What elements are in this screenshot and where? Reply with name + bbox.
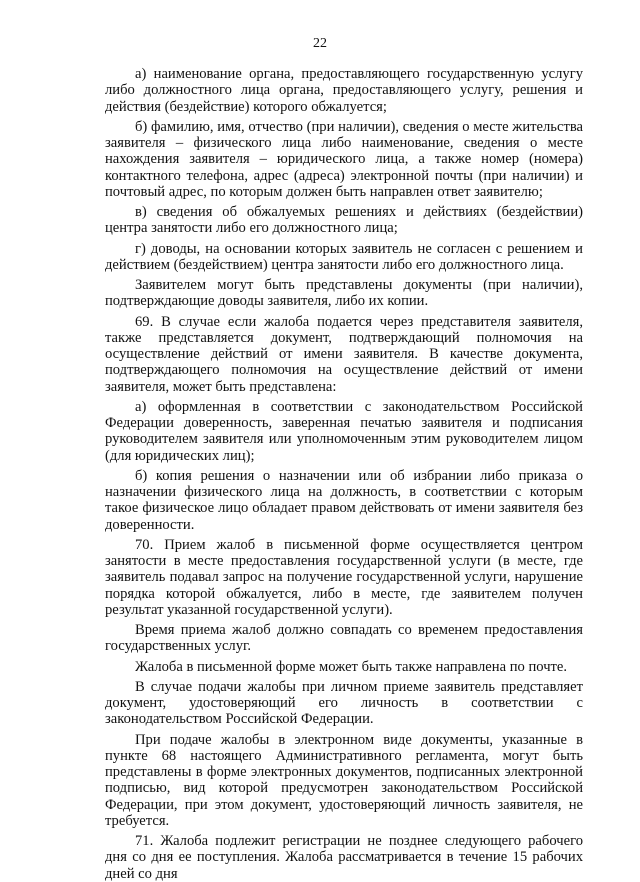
paragraph-1: а) наименование органа, предоставляющего государственную услугу либо должностного лица органа, предоставляющего услугу, решения и действия (бездействие) которого обжалуется; — [105, 66, 583, 115]
paragraph-10: Время приема жалоб должно совпадать со временем предоставления государственных услуг. — [105, 622, 583, 655]
paragraph-9: 70. Прием жалоб в письменной форме осуществляется центром занятости в месте предоставления государственной услуги (в месте, где заявитель подавал запрос на получение государственной услуги, нарушение порядка которой обжалуется, либо в месте, где заявителем получен результат указанной государственной услуги). — [105, 536, 583, 618]
document-body — [105, 66, 583, 882]
paragraph-5: Заявителем могут быть представлены документы (при наличии), подтверждающие доводы заявителя, либо их копии. — [105, 277, 583, 310]
paragraph-3: в) сведения об обжалуемых решениях и действиях (бездействии) центра занятости либо его должностного лица; — [105, 204, 583, 237]
paragraph-14: 71. Жалоба подлежит регистрации не позднее следующего рабочего дня со дня ее поступления. Жалоба рассматривается в течение 15 рабочих дней со дня — [105, 833, 583, 882]
paragraph-11: Жалоба в письменной форме может быть также направлена по почте. — [135, 658, 568, 675]
paragraph-8: б) копия решения о назначении или об избрании либо приказа о назначении физического лица на должность, в соответствии с которым такое физическое лицо обладает правом действовать от имени заявителя без доверенности. — [105, 467, 583, 533]
paragraph-6: 69. В случае если жалоба подается через представителя заявителя, также представляется документ, подтверждающий полномочия на осуществление действий от имени заявителя. В качестве документа, подтверждающего полномочия на осуществление действий от имени заявителя, может быть представлена: — [105, 313, 583, 395]
paragraph-2: б) фамилию, имя, отчество (при наличии), сведения о месте жительства заявителя – физического лица либо наименование, сведения о месте нахождения заявителя – юридического лица, а также номер (номера) контактного телефона, адрес (адреса) электронной почты (при наличии) и почтовый адрес, по которым должен быть направлен ответ заявителю; — [105, 118, 583, 200]
paragraph-7: а) оформленная в соответствии с законодательством Российской Федерации доверенность, заверенная печатью заявителя и подписания руководителем заявителя или уполномоченным этим руководителем лицом (для юридических лиц); — [105, 398, 583, 464]
paragraph-4: г) доводы, на основании которых заявитель не согласен с решением и действием (бездействием) центра занятости либо его должностного лица. — [105, 240, 583, 273]
paragraph-13: При подаче жалобы в электронном виде документы, указанные в пункте 68 настоящего Административного регламента, могут быть представлены в форме электронных документов, подписанных электронной подписью, вид которой предусмотрен законодательством Российской Федерации, при этом документ, удостоверяющий личность заявителя, не требуется. — [105, 731, 583, 829]
paragraph-12: В случае подачи жалобы при личном приеме заявитель представляет документ, удостоверяющий его личность в соответствии с законодательством Российской Федерации. — [105, 678, 583, 728]
page-number: 22 — [313, 36, 327, 51]
